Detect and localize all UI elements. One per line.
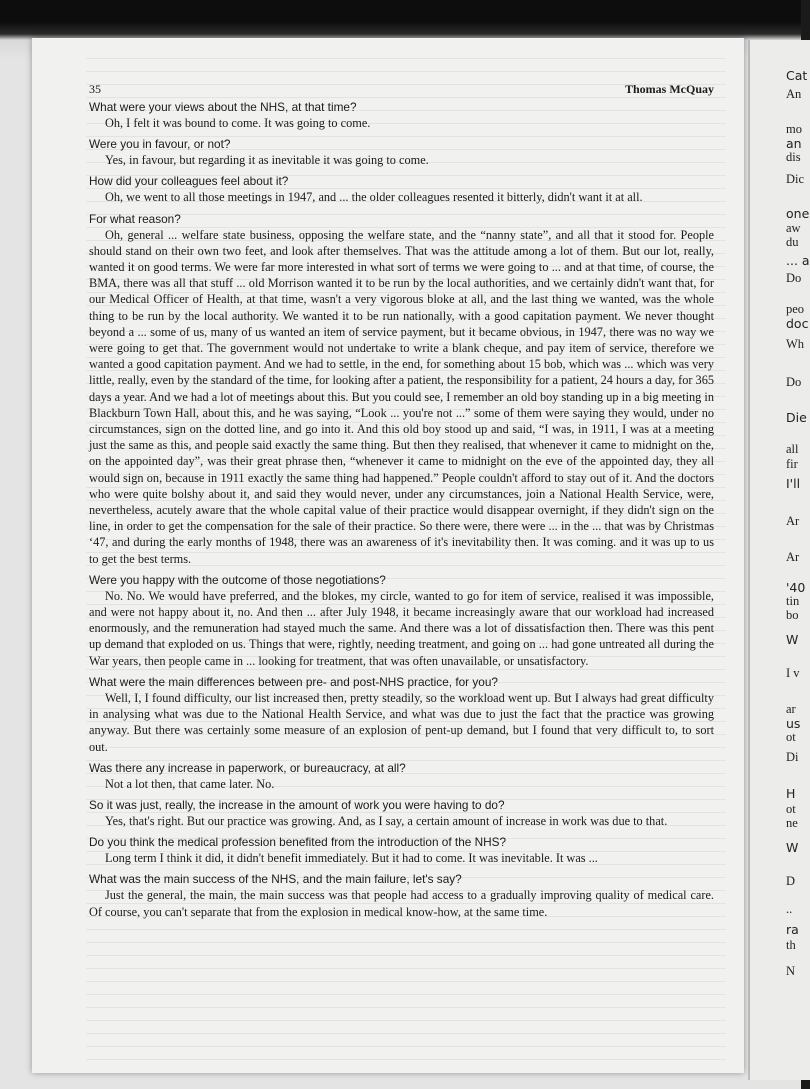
adjacent-page-fragment: one	[786, 206, 810, 221]
question: Were you in favour, or not?	[89, 137, 231, 152]
answer: Just the general, the main, the main success was that people had access to a gradually improving quality of medical care. Of course, you can't separate that from the explosion in medical know-how, at the same time.	[89, 888, 714, 919]
answer: Long term I think it did, it didn't benefit immediately. But it had to come. It was inevitable. It was ...	[105, 851, 598, 866]
adjacent-page-fragment: Do	[786, 271, 802, 285]
adjacent-page-fragment: W	[786, 632, 799, 647]
question: Were you happy with the outcome of those negotiations?	[89, 572, 386, 587]
adjacent-page-fragment: mo	[786, 122, 802, 136]
question: What were the main differences between pre- and post-NHS practice, for you?	[89, 674, 498, 689]
question: What was the main success of the NHS, and the main failure, let's say?	[89, 872, 462, 887]
adjacent-page-fragment: us	[786, 716, 801, 731]
answer: Not a lot then, that came later. No.	[105, 776, 275, 791]
answer: No. No. We would have preferred, and the blokes, my circle, wanted to go for item of service, realised it was impossible, and were not happy about it, no. And then ... after July 1948, it became increasingly aware that our workload had increased enormously, and the remuneration had stayed much the same. And there was a lot of dissatisfaction then. There was this pent up demand that exploded on us. Things that were, rightly, needing treatment, and going on ... had gone untreated all during the War years, then people came in ... looking for treatment, that was often unavailable, or unsatisfactory.	[89, 588, 714, 668]
adjacent-page-fragment: Do	[786, 375, 802, 389]
adjacent-page-fragment: ra	[786, 922, 799, 937]
adjacent-page-fragment: ne	[786, 816, 798, 830]
adjacent-page-fragment: N	[786, 964, 796, 978]
adjacent-page-fragment: du	[786, 235, 799, 249]
adjacent-page-fragment: Wh	[786, 337, 805, 351]
adjacent-page-fragment: H	[786, 786, 796, 801]
adjacent-page-fragment: dis	[786, 150, 801, 164]
page-number: 35	[89, 82, 101, 96]
adjacent-page-fragment: Dic	[786, 172, 805, 186]
question: For what reason?	[89, 211, 181, 226]
adjacent-page-fragment: ot	[786, 802, 796, 816]
adjacent-page-fragment: an	[786, 136, 802, 151]
adjacent-page-fragment: tin	[786, 594, 800, 608]
answer: Yes, that's right. But our practice was growing. And, as I say, a certain amount of increase in work was due to that.	[105, 813, 668, 828]
adjacent-page-fragment: all	[786, 442, 799, 456]
adjacent-page-fragment: D	[786, 874, 796, 888]
adjacent-page-fragment: '40	[786, 580, 806, 595]
adjacent-page-fragment: aw	[786, 221, 801, 235]
adjacent-page-fragment: bo	[786, 608, 799, 622]
adjacent-page-fragment: ..	[786, 902, 793, 916]
running-author: Thomas McQuay	[624, 82, 714, 96]
adjacent-page-fragment: ar	[786, 702, 796, 716]
adjacent-page-fragment: ... a	[786, 253, 810, 268]
adjacent-page-fragment: Ar	[786, 514, 800, 528]
question: How did your colleagues feel about it?	[89, 174, 289, 189]
question: What were your views about the NHS, at that time?	[89, 100, 357, 114]
answer: Oh, we went to all those meetings in 1947, and ... the older colleagues resented it bitterly, didn't want it at all.	[105, 190, 643, 205]
running-header	[89, 82, 714, 98]
question: Do you think the medical profession benefited from the introduction of the NHS?	[89, 835, 507, 850]
answer: Oh, general ... welfare state business, opposing the welfare state, and the “nanny state”, and all that it stood for. People should stand on their own two feet, and look after themselves. That was the attitude among a lot of them. But our lot, really, wanted it on good terms. We were far more interested in what sort of terms we were going to ... and at that time, of course, the BMA, there was all that stuff ... old Morrison wanted it to be run by the local authorities, and we certainly didn't want that, for our Medical Officer of Health, at that time, wasn't a very vigorous bloke at all, and the last thing we wanted, was the whole thing to be run by the local authority. We wanted it to be run nationally, with a good capitation payment. We never thought beyond a ... some of us, many of us wanted an item of service payment, but it became obvious, in 1947, there was no way we were going to get that. The government would not undertake to write a blank cheque, and pay item of service, therefore we wanted a good capitation payment. And we had to settle, in the end, for something about 15 bob, which was ... which was very little, really, even by the standard of the time, for looking after a patient, the responsibility for a patient, 24 hours a day, for 365 days a year. And we had a lot of meetings about this. But you could see, I remember an old boy standing up in a big meeting in Blackburn Town Hall, about this, and he was saying, “Look ... you're not ...” some of them were saying they would, under no circumstances, sign on the dotted line, and go into it. And this old boy stood up and said, “I was, in 1911, I was at a meeting just the same as this, and people said exactly the same thing. But then they realised, that whenever it came to midnight on the, on the appointed day”, was their great phrase then, “whenever it came to midnight on the eve of the appointed day, they all would sign on, because in 1911 exactly the same thing had happened.” People couldn't afford to stay out of it. And the doctors who were quite bolshy about it, and said they would never, under any circumstances, join a National Health Service, were, nevertheless, acutely aware that the whole capital value of their practice would disappear overnight, if they didn't sign on the line, in order to get the compensation for the sale of their practice. So there were, there were ... in the ... that was by Christmas ‘47, and during the early months of 1948, there was an awareness of it's inevitability then. It was coming. and it was up to us to get the best terms.	[89, 227, 714, 566]
interview-text	[89, 98, 714, 924]
adjacent-page-fragment: Ar	[786, 550, 800, 564]
adjacent-page-fragment: ot	[786, 730, 796, 744]
adjacent-page-fragment: fir	[786, 457, 798, 471]
adjacent-page-fragment: Die	[786, 410, 807, 425]
adjacent-page-fragment: Di	[786, 750, 799, 764]
question: Was there any increase in paperwork, or bureaucracy, at all?	[89, 760, 406, 775]
adjacent-page-edge	[748, 40, 810, 1080]
adjacent-page-fragment: An	[786, 87, 802, 101]
adjacent-page-fragment: doc	[786, 316, 809, 331]
answer: Oh, I felt it was bound to come. It was going to come.	[105, 116, 371, 130]
answer: Well, I, I found difficulty, our list increased then, pretty steadily, so the workload went up. But I always had great difficulty in analysing what was due to the National Health Service, and what was due to just the fact that the practice was growing anyway. But there was certainly some measure of an explosion of pent-up demand, but I found that very difficult to, to sort out.	[89, 690, 714, 754]
question: So it was just, really, the increase in the amount of work you were having to do?	[89, 797, 505, 812]
answer: Yes, in favour, but regarding it as inevitable it was going to come.	[105, 153, 429, 168]
adjacent-page-fragment: I'll	[786, 476, 801, 491]
adjacent-page-fragment: W	[786, 840, 799, 855]
adjacent-page-fragment: Cat	[786, 68, 808, 83]
adjacent-page-fragment: I v	[786, 666, 800, 680]
adjacent-page-fragment: th	[786, 938, 796, 952]
adjacent-page-fragment: peo	[786, 302, 805, 316]
